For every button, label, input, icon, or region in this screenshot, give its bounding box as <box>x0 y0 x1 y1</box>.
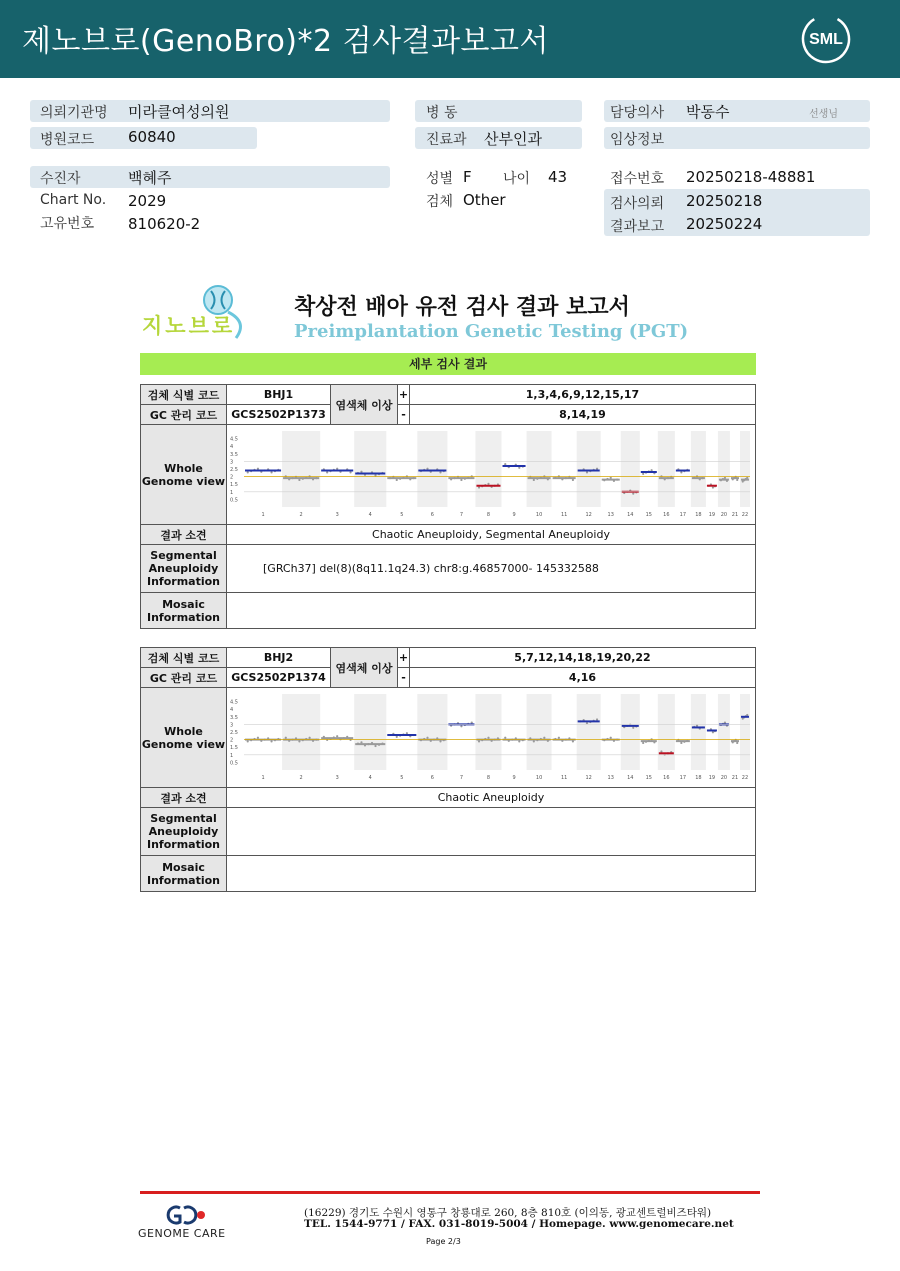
x-tick-label: 8 <box>486 512 491 518</box>
x-tick-label: 12 <box>585 512 592 518</box>
copy-number-point <box>586 722 588 724</box>
sex-label: 성별 <box>426 171 454 187</box>
x-tick-label: 21 <box>731 775 739 781</box>
segmental-label: Segmental Aneuploidy Information <box>141 808 227 856</box>
whole-genome-label: Whole Genome view <box>141 425 227 525</box>
y-tick-label: 2.5 <box>230 730 238 736</box>
copy-number-point <box>460 725 462 727</box>
copy-number-point <box>426 737 428 739</box>
gc-code-label: GC 관리 코드 <box>141 668 227 688</box>
copy-number-point <box>247 740 249 742</box>
x-tick-label: 11 <box>560 512 568 518</box>
institution-value: 미라클여성의원 <box>128 103 230 121</box>
sample-table-1 <box>140 384 756 629</box>
doctor-label: 담당의사 <box>610 105 665 121</box>
copy-number-point <box>309 737 311 739</box>
copy-number-point <box>632 727 634 729</box>
genobro-logo <box>140 282 255 342</box>
x-tick-label: 4 <box>368 775 372 781</box>
copy-number-point <box>349 471 351 473</box>
gc-code-value: GCS2502P1374 <box>227 668 331 688</box>
copy-number-point <box>504 463 506 465</box>
x-tick-label: 7 <box>459 512 464 518</box>
y-tick-label: 0.5 <box>230 760 238 767</box>
x-tick-label: 7 <box>459 775 464 781</box>
x-tick-label: 20 <box>720 512 728 518</box>
doctor-suffix: 선생님 <box>809 109 838 120</box>
chromosome-band <box>527 431 552 507</box>
whole-genome-chart <box>228 688 754 784</box>
report-date-label: 결과보고 <box>610 219 665 235</box>
sml-logo <box>800 13 852 65</box>
gain-chromosomes: 5,7,12,14,18,19,20,22 <box>410 648 756 668</box>
x-tick-label: 1 <box>261 512 265 518</box>
x-tick-label: 16 <box>663 512 670 518</box>
doctor-value: 박동수 <box>686 103 730 121</box>
request-date-label: 검사의뢰 <box>610 196 665 212</box>
whole-genome-cell <box>227 425 756 525</box>
chromosome-band <box>577 694 601 770</box>
x-tick-label: 9 <box>512 775 516 781</box>
specimen-code-value: BHJ1 <box>227 385 331 405</box>
department-value: 산부인과 <box>484 130 542 148</box>
x-tick-label: 6 <box>430 775 434 781</box>
x-tick-label: 6 <box>430 512 434 518</box>
copy-number-point <box>680 471 682 473</box>
department-label: 진료과 <box>426 132 467 148</box>
x-tick-label: 17 <box>679 512 687 518</box>
result-value: Chaotic Aneuploidy, Segmental Aneuploidy <box>227 525 756 545</box>
copy-number-point <box>696 725 698 727</box>
x-tick-label: 9 <box>512 512 516 518</box>
y-tick-label: 3 <box>230 722 234 729</box>
y-tick-label: 2.5 <box>230 467 238 473</box>
copy-number-point <box>285 737 287 739</box>
x-tick-label: 10 <box>535 775 543 781</box>
copy-number-point <box>478 486 480 488</box>
mosaic-value <box>227 593 756 629</box>
copy-number-point <box>326 471 328 473</box>
y-tick-label: 3.5 <box>230 714 238 721</box>
page-title: 제노브로(GenoBro)*2 검사결과보고서 <box>22 24 549 59</box>
x-tick-label: 22 <box>741 775 749 781</box>
gc-code-value: GCS2502P1373 <box>227 405 331 425</box>
x-tick-label: 11 <box>560 775 568 781</box>
y-tick-label: 4.5 <box>230 436 238 443</box>
specimen-code-label: 검체 식별 코드 <box>141 385 227 405</box>
loss-chromosomes: 4,16 <box>410 668 756 688</box>
copy-number-point <box>298 479 300 481</box>
y-tick-label: 4 <box>230 444 234 451</box>
copy-number-point <box>746 714 748 716</box>
x-tick-label: 19 <box>708 775 716 781</box>
page-number: Page 2/3 <box>426 1237 461 1246</box>
x-tick-label: 18 <box>695 512 702 518</box>
copy-number-point <box>460 479 462 481</box>
ward-label: 병 동 <box>426 105 458 121</box>
y-tick-label: 1 <box>230 752 234 759</box>
copy-number-point <box>680 742 682 744</box>
chrom-abn-label: 염색체 이상 <box>331 385 398 425</box>
copy-number-point <box>651 469 653 471</box>
copy-number-point <box>746 477 748 479</box>
report-title-kr: 착상전 배아 유전 검사 결과 보고서 <box>294 295 630 320</box>
copy-number-point <box>712 486 714 488</box>
gain-sign: + <box>398 648 410 668</box>
x-tick-label: 1 <box>261 775 265 781</box>
y-tick-label: 3.5 <box>230 451 238 458</box>
copy-number-point <box>596 468 598 470</box>
chromosome-band <box>417 431 447 507</box>
y-tick-label: 4.5 <box>230 699 238 706</box>
y-tick-label: 3 <box>230 459 234 466</box>
x-tick-label: 17 <box>679 775 687 781</box>
copy-number-point <box>518 740 520 742</box>
copy-number-point <box>518 467 520 469</box>
x-tick-label: 3 <box>335 512 339 518</box>
x-tick-label: 15 <box>645 775 652 781</box>
footer-address: (16229) 경기도 수원시 영통구 창룡대로 260, 8층 810호 (이의동, 광교센트럴비즈타워) <box>304 1207 712 1219</box>
chromosome-band <box>691 431 706 507</box>
copy-number-point <box>374 745 376 747</box>
x-tick-label: 14 <box>627 775 634 781</box>
sex-value: F <box>463 168 472 186</box>
report-date-value: 20250224 <box>686 215 763 233</box>
mosaic-label: Mosaic Information <box>141 593 227 629</box>
segmental-value: [GRCh37] del(8)(8q11.1q24.3) chr8:g.46857000- 145332588 <box>227 545 756 593</box>
x-tick-label: 16 <box>663 775 670 781</box>
copy-number-point <box>572 740 574 742</box>
specimen-code-label: 검체 식별 코드 <box>141 648 227 668</box>
specimen-code-value: BHJ2 <box>227 648 331 668</box>
chromosome-band <box>475 694 501 770</box>
footer-divider <box>140 1191 760 1194</box>
copy-number-point <box>270 471 272 473</box>
copy-number-point <box>724 477 726 479</box>
specimen-value: Other <box>463 191 506 209</box>
copy-number-point <box>596 718 598 720</box>
copy-number-point <box>336 468 338 470</box>
copy-number-point <box>736 742 738 744</box>
x-tick-label: 10 <box>535 512 543 518</box>
copy-number-point <box>360 741 362 743</box>
chromosome-band <box>658 694 675 770</box>
chromosome-band <box>527 694 552 770</box>
result-label: 결과 소견 <box>141 525 227 545</box>
receipt-label: 접수번호 <box>610 171 665 187</box>
chart-no-label: Chart No. <box>40 192 107 208</box>
x-tick-label: 15 <box>645 512 652 518</box>
unique-id-label: 고유번호 <box>40 216 95 232</box>
copy-number-point <box>543 737 545 739</box>
genome-care-name: GENOME CARE <box>138 1227 226 1240</box>
patient-label: 수진자 <box>40 171 81 187</box>
chromosome-band <box>621 431 640 507</box>
institution-label: 의뢰기관명 <box>40 105 108 121</box>
copy-number-point <box>487 737 489 739</box>
mosaic-label: Mosaic Information <box>141 856 227 892</box>
x-tick-label: 14 <box>627 512 634 518</box>
gain-sign: + <box>398 385 410 405</box>
unique-id-value: 810620-2 <box>128 215 201 233</box>
copy-number-point <box>610 737 612 739</box>
chart-no-value: 2029 <box>128 192 167 210</box>
copy-number-point <box>247 471 249 473</box>
hospital-code-label: 병원코드 <box>40 132 95 148</box>
chromosome-band <box>621 694 640 770</box>
patient-value: 백혜주 <box>128 169 172 187</box>
y-tick-label: 0.5 <box>230 497 238 504</box>
chromosome-band <box>354 431 386 507</box>
copy-number-point <box>478 740 480 742</box>
patient-row <box>30 166 390 188</box>
gc-code-label: GC 관리 코드 <box>141 405 227 425</box>
x-tick-label: 5 <box>400 775 404 781</box>
clinical-label: 임상정보 <box>610 132 665 148</box>
x-tick-label: 2 <box>299 775 303 781</box>
x-tick-label: 5 <box>400 512 404 518</box>
copy-number-point <box>396 479 398 481</box>
segmental-label: Segmental Aneuploidy Information <box>141 545 227 593</box>
copy-number-point <box>360 471 362 473</box>
x-tick-label: 21 <box>731 512 739 518</box>
request-date-value: 20250218 <box>686 192 763 210</box>
report-title-en: Preimplantation Genetic Testing (PGT) <box>294 321 689 342</box>
copy-number-point <box>736 479 738 481</box>
loss-sign: - <box>398 405 410 425</box>
x-tick-label: 2 <box>299 512 303 518</box>
copy-number-point <box>660 750 662 752</box>
x-tick-label: 22 <box>741 512 749 518</box>
chrom-abn-label: 염색체 이상 <box>331 648 398 688</box>
x-tick-label: 19 <box>708 512 716 518</box>
x-tick-label: 8 <box>486 775 491 781</box>
y-tick-label: 1 <box>230 489 234 496</box>
gain-chromosomes: 1,3,4,6,9,12,15,17 <box>410 385 756 405</box>
receipt-value: 20250218-48881 <box>686 168 816 186</box>
x-tick-label: 13 <box>607 775 614 781</box>
chromosome-band <box>691 694 706 770</box>
chromosome-band <box>740 431 750 507</box>
specimen-label: 검체 <box>426 194 454 210</box>
copy-number-point <box>257 468 259 470</box>
result-label: 결과 소견 <box>141 788 227 808</box>
hospital-code-value: 60840 <box>128 128 176 146</box>
chromosome-band <box>658 431 675 507</box>
copy-number-point <box>712 731 714 733</box>
copy-number-point <box>533 479 535 481</box>
copy-number-point <box>298 740 300 742</box>
copy-number-point <box>610 477 612 479</box>
chromosome-band <box>740 694 750 770</box>
chromosome-band <box>718 694 730 770</box>
copy-number-point <box>504 737 506 739</box>
copy-number-point <box>558 737 560 739</box>
whole-genome-label: Whole Genome view <box>141 688 227 788</box>
age-label: 나이 <box>503 171 531 187</box>
sml-logo-text: SML <box>809 31 843 48</box>
copy-number-point <box>270 740 272 742</box>
copy-number-point <box>374 474 376 476</box>
copy-number-point <box>257 737 259 739</box>
age-value: 43 <box>548 168 568 186</box>
chromosome-band <box>282 694 320 770</box>
copy-number-point <box>642 742 644 744</box>
loss-sign: - <box>398 668 410 688</box>
copy-number-point <box>632 493 634 495</box>
footer-contact: TEL. 1544-9771 / FAX. 031-8019-5004 / Homepage. www.genomecare.net <box>304 1218 734 1230</box>
copy-number-point <box>439 471 441 473</box>
copy-number-point <box>487 483 489 485</box>
copy-number-point <box>396 736 398 738</box>
y-tick-label: 2 <box>230 474 234 481</box>
x-tick-label: 18 <box>695 775 702 781</box>
y-tick-label: 4 <box>230 707 234 714</box>
whole-genome-cell <box>227 688 756 788</box>
genobro-logo-text: 지노브로 <box>142 314 236 338</box>
x-tick-label: 20 <box>720 775 728 781</box>
chromosome-band <box>417 694 447 770</box>
x-tick-label: 3 <box>335 775 339 781</box>
x-tick-label: 4 <box>368 512 372 518</box>
copy-number-point <box>336 735 338 737</box>
chromosome-band <box>354 694 386 770</box>
x-tick-label: 13 <box>607 512 614 518</box>
copy-number-point <box>533 740 535 742</box>
segmental-value <box>227 808 756 856</box>
copy-number-point <box>724 721 726 723</box>
x-tick-label: 12 <box>585 775 592 781</box>
y-tick-label: 1.5 <box>230 745 238 752</box>
copy-number-point <box>572 479 574 481</box>
copy-number-point <box>642 473 644 475</box>
copy-number-point <box>586 471 588 473</box>
y-tick-label: 2 <box>230 737 234 744</box>
genome-care-logo <box>160 1204 210 1226</box>
whole-genome-chart <box>228 425 754 521</box>
section-title: 세부 검사 결과 <box>140 353 756 375</box>
result-value: Chaotic Aneuploidy <box>227 788 756 808</box>
sample-table-2 <box>140 647 756 892</box>
chromosome-band <box>282 431 320 507</box>
copy-number-point <box>471 721 473 723</box>
chromosome-band <box>475 431 501 507</box>
mosaic-value <box>227 856 756 892</box>
chromosome-band <box>718 431 730 507</box>
loss-chromosomes: 8,14,19 <box>410 405 756 425</box>
y-tick-label: 1.5 <box>230 482 238 489</box>
copy-number-point <box>439 740 441 742</box>
copy-number-point <box>426 468 428 470</box>
copy-number-point <box>406 732 408 734</box>
